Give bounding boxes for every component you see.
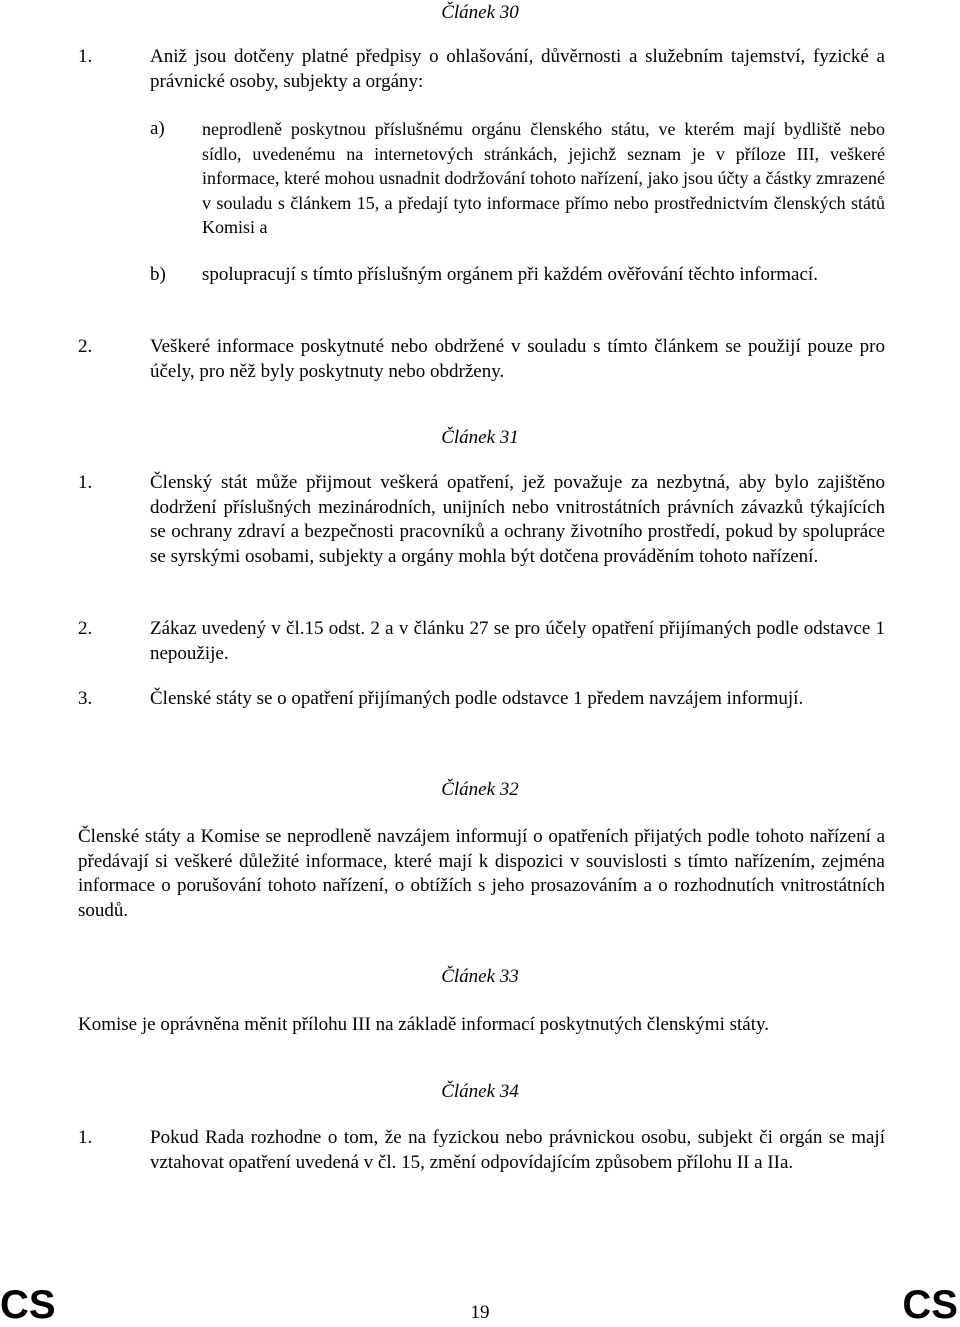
art34-p1-text: Pokud Rada rozhodne o tom, že na fyzickou nebo právnickou osobu, subjekt či orgán se mají vztahovat opatření uvedená v čl. 15, změní odpovídajícím způsobem přílohu II a IIa.: [150, 1127, 885, 1173]
art30-item-b-label: b): [150, 264, 166, 285]
article-31-heading: Článek 31: [441, 427, 519, 448]
art31-p1-number: 1.: [78, 472, 93, 493]
art30-p1-text: Aniž jsou dotčeny platné předpisy o ohlašování, důvěrnosti a služebním tajemství, fyzické a právnické osoby, subjekty a orgány:: [150, 46, 885, 92]
article-33-heading: Článek 33: [441, 966, 519, 987]
art31-p2-text: Zákaz uvedený v čl.15 odst. 2 a v článku 27 se pro účely opatření přijímaných podle odstavce 1 nepoužije.: [150, 618, 885, 664]
page-number: 19: [470, 1302, 490, 1323]
art30-item-b-text: spolupracují s tímto příslušným orgánem při každém ověřování těchto informací.: [202, 264, 818, 285]
art31-p1-text: Členský stát může přijmout veškerá opatření, jež považuje za nezbytná, aby bylo zajištěno dodržení příslušných mezinárodních, unijních nebo vnitrostátních právních závazků týkajících se ochrany zdraví a bezpečnosti pracovníků a ochrany životního prostředí, pokud by spolupráce se syrskými osobami, subjekty a orgány mohla být dotčena prováděním tohoto nařízení.: [150, 472, 885, 567]
art30-item-a-label: a): [150, 118, 165, 139]
article-32-heading: Článek 32: [441, 779, 519, 800]
art30-p2-number: 2.: [78, 336, 93, 357]
art30-p2-text: Veškeré informace poskytnuté nebo obdržené v souladu s tímto článkem se použijí pouze pro účely, pro něž byly poskytnuty nebo obdrženy.: [150, 336, 885, 382]
art33-text: Komise je oprávněna měnit přílohu III na základě informací poskytnutých členskými státy.: [78, 1014, 770, 1035]
footer-language-code-left: CS: [0, 1283, 56, 1327]
art32-text: Členské státy a Komise se neprodleně navzájem informují o opatřeních přijatých podle tohoto nařízení a předávají si veškeré důležité informace, které mají k dispozici v souvislosti s tímto nařízením, zejména informace o porušování tohoto nařízení, o obtížích s jeho prosazováním a o rozhodnutích vnitrostátních soudů.: [78, 826, 885, 921]
art31-p3-number: 3.: [78, 688, 93, 709]
article-34-heading: Článek 34: [441, 1081, 519, 1102]
art30-item-a-text: neprodleně poskytnou příslušnému orgánu členského státu, ve kterém mají bydliště nebo sídlo, uvedenému na internetových stránkách, jejichž seznam je v příloze III, veškeré informace, které mohou usnadnit dodržování tohoto nařízení, jako jsou účty a částky zmrazené v souladu s článkem 15, a předají tyto informace přímo nebo prostřednictvím členských států Komisi a: [202, 119, 885, 237]
art31-p3-text: Členské státy se o opatření přijímaných podle odstavce 1 předem navzájem informují.: [150, 688, 804, 709]
article-30-heading: Článek 30: [441, 2, 519, 23]
art31-p2-number: 2.: [78, 618, 93, 639]
art30-p1-number: 1.: [78, 46, 93, 67]
art34-p1-number: 1.: [78, 1127, 93, 1148]
footer-language-code-right: CS: [902, 1283, 958, 1327]
